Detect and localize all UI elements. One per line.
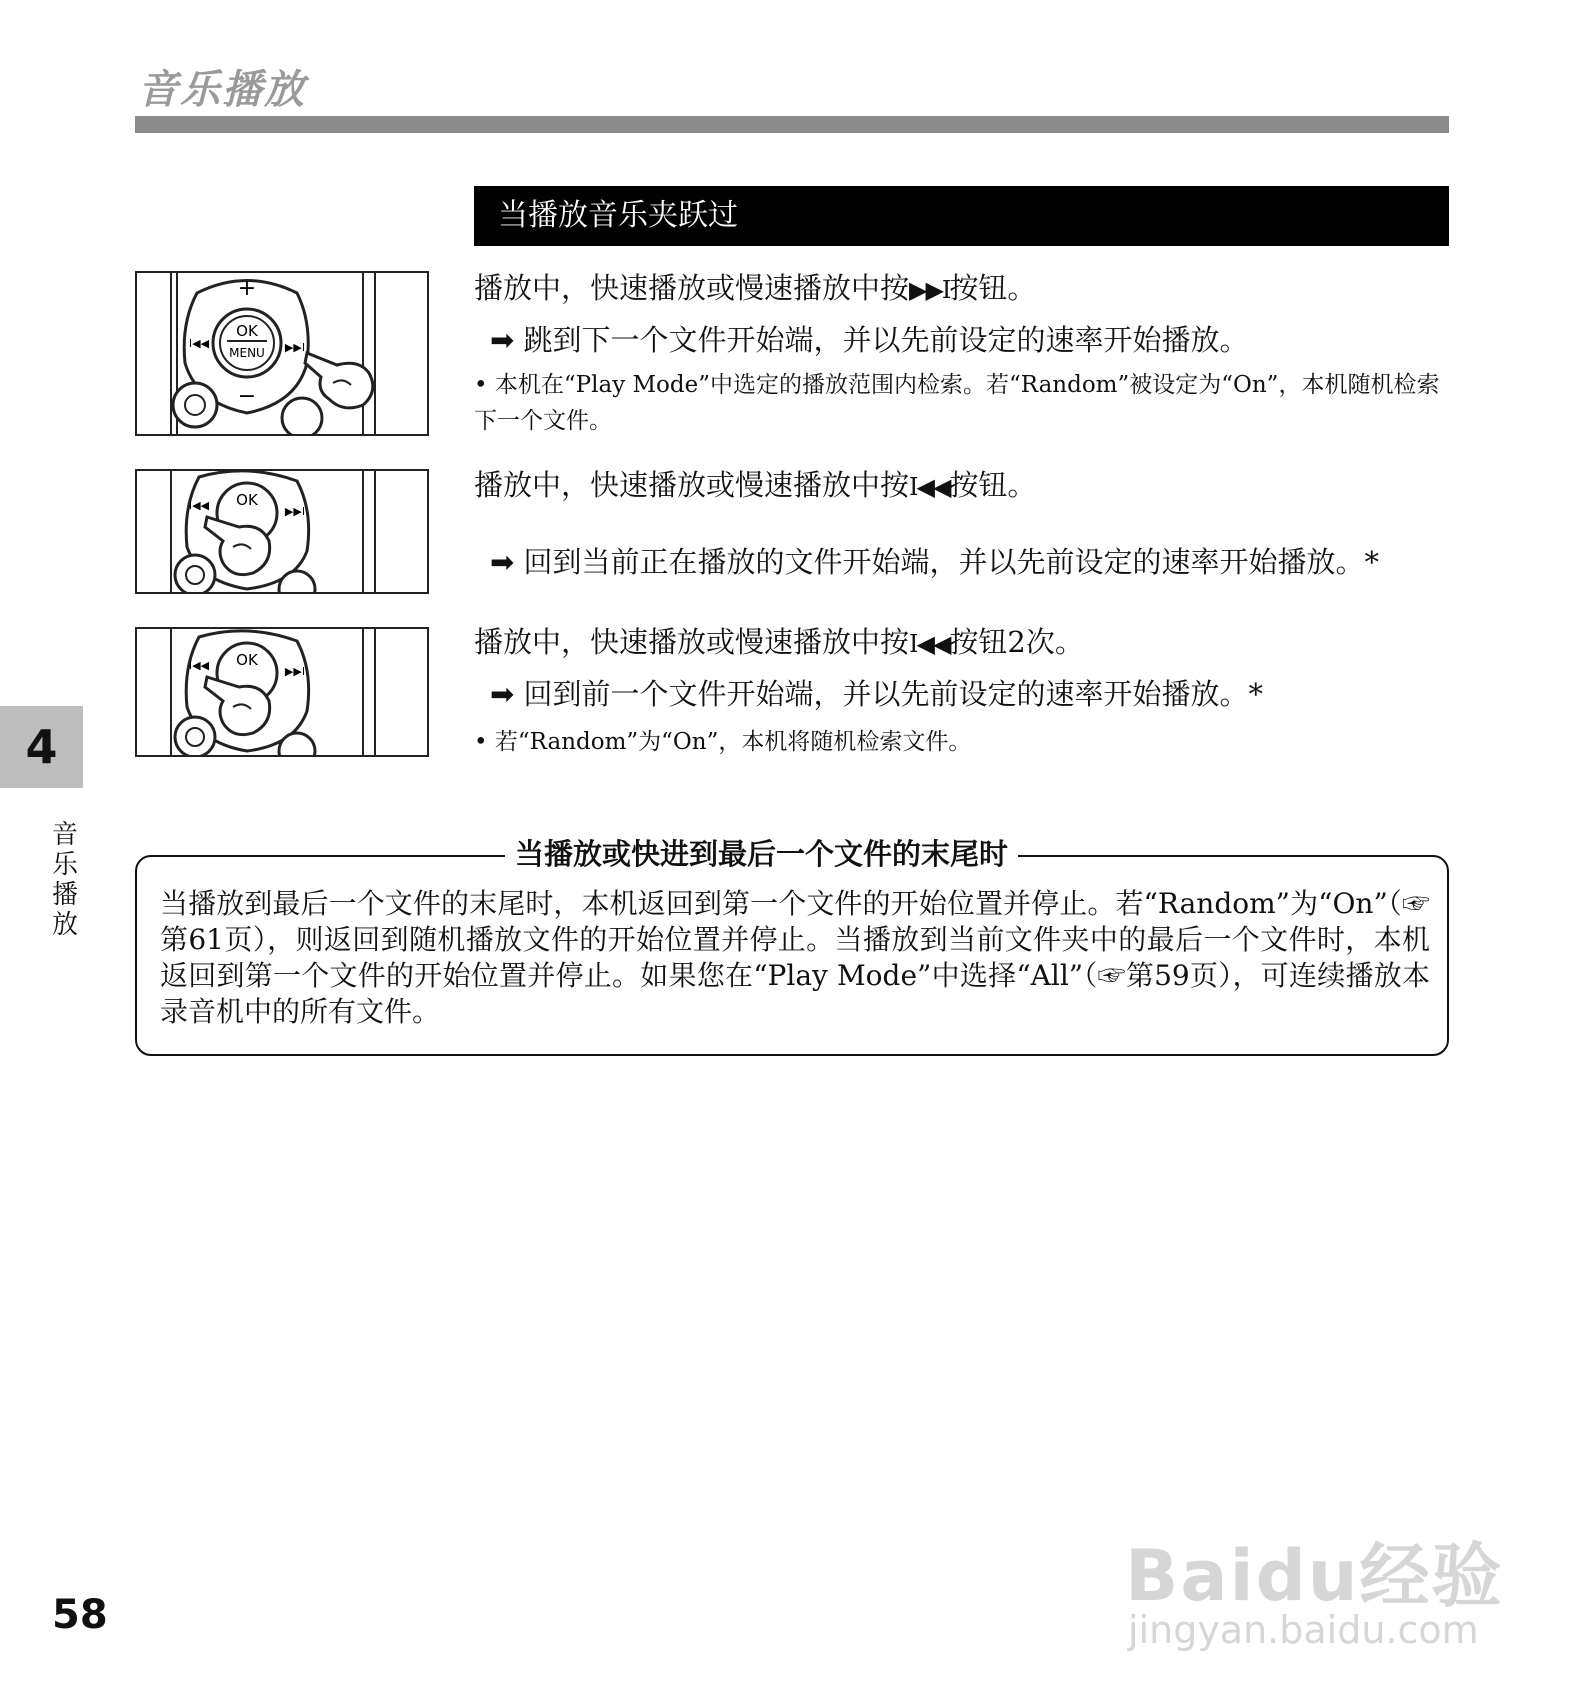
right-arrow-icon: ➡ bbox=[490, 323, 515, 357]
step-2-result-text: 回到当前正在播放的文件开始端，并以先前设定的速率开始播放。* bbox=[523, 545, 1380, 579]
info-box-text: 当播放到最后一个文件的末尾时，本机返回到第一个文件的开始位置并停止。若“Random”为“On”（☞第61页），则返回到随机播放文件的开始位置并停止。当播放到当前文件夹中的最后一个文件时，本机返回到第一个文件的开始位置并停止。如果您在“Play Mode”中选择“All”（☞第59页），可连续播放本录音机中的所有文件。 bbox=[160, 887, 1430, 1028]
info-box-title: 当播放或快进到最后一个文件的末尾时 bbox=[505, 832, 1018, 876]
skip-forward-button-icon: ▶▶I bbox=[909, 276, 950, 304]
step-2-result bbox=[490, 540, 1379, 581]
menu-label: MENU bbox=[229, 346, 265, 360]
illustration-skip-back-twice bbox=[135, 627, 429, 757]
skip-forward-label: ▶▶I bbox=[284, 505, 306, 518]
step-2-prefix: 播放中，快速播放或慢速播放中按 bbox=[474, 468, 910, 502]
step-1-instruction bbox=[474, 266, 1036, 307]
step-3-note-text: 若“Random”为“On”，本机将随机检索文件。 bbox=[494, 729, 972, 755]
header-rule bbox=[135, 116, 1449, 133]
ok-label: OK bbox=[236, 491, 258, 509]
step-2-instruction bbox=[474, 463, 1036, 504]
step-3-result-text: 回到前一个文件开始端，并以先前设定的速率开始播放。* bbox=[523, 677, 1264, 711]
bullet-icon: • bbox=[474, 372, 488, 398]
skip-back-label: I◀◀ bbox=[188, 659, 210, 672]
ok-label: OK bbox=[236, 651, 258, 669]
bullet-icon: • bbox=[474, 729, 488, 755]
skip-back-button-icon: I◀◀ bbox=[909, 473, 950, 501]
ok-label: OK bbox=[236, 322, 258, 340]
step-3-note bbox=[474, 724, 1449, 760]
step-1-note bbox=[474, 367, 1449, 439]
chapter-tab-label: 音乐播放 bbox=[51, 820, 78, 940]
watermark-logo: Baidu经验 bbox=[1125, 1535, 1504, 1617]
step-1-result bbox=[490, 318, 1249, 359]
right-arrow-icon: ➡ bbox=[490, 677, 515, 711]
skip-back-button-icon: I◀◀ bbox=[909, 630, 950, 658]
illustration-skip-forward bbox=[135, 271, 429, 436]
step-3-result bbox=[490, 672, 1263, 713]
step-3-prefix: 播放中，快速播放或慢速播放中按 bbox=[474, 625, 910, 659]
step-3-suffix: 按钮2次。 bbox=[949, 625, 1084, 659]
skip-back-label: I◀◀ bbox=[188, 337, 210, 350]
skip-back-label: I◀◀ bbox=[188, 499, 210, 512]
skip-forward-label: ▶▶I bbox=[284, 665, 306, 678]
section-heading: 当播放音乐夹跃过 bbox=[474, 186, 1449, 246]
minus-label: − bbox=[237, 384, 257, 409]
watermark-url: jingyan.baidu.com bbox=[1128, 1608, 1479, 1652]
step-3-instruction bbox=[474, 620, 1084, 661]
skip-forward-label: ▶▶I bbox=[284, 341, 306, 354]
step-1-suffix: 按钮。 bbox=[949, 271, 1037, 305]
right-arrow-icon: ➡ bbox=[490, 545, 515, 579]
step-1-prefix: 播放中，快速播放或慢速播放中按 bbox=[474, 271, 910, 305]
plus-label: + bbox=[237, 276, 257, 301]
step-1-note-text: 本机在“Play Mode”中选定的播放范围内检索。若“Random”被设定为“On”，本机随机检索下一个文件。 bbox=[474, 372, 1440, 434]
step-2-suffix: 按钮。 bbox=[949, 468, 1037, 502]
chapter-title: 音乐播放 bbox=[138, 67, 306, 113]
step-1-result-text: 跳到下一个文件开始端，并以先前设定的速率开始播放。 bbox=[523, 323, 1249, 357]
illustration-skip-back bbox=[135, 469, 429, 594]
page-number: 58 bbox=[52, 1592, 108, 1638]
chapter-tab-number: 4 bbox=[0, 706, 83, 788]
